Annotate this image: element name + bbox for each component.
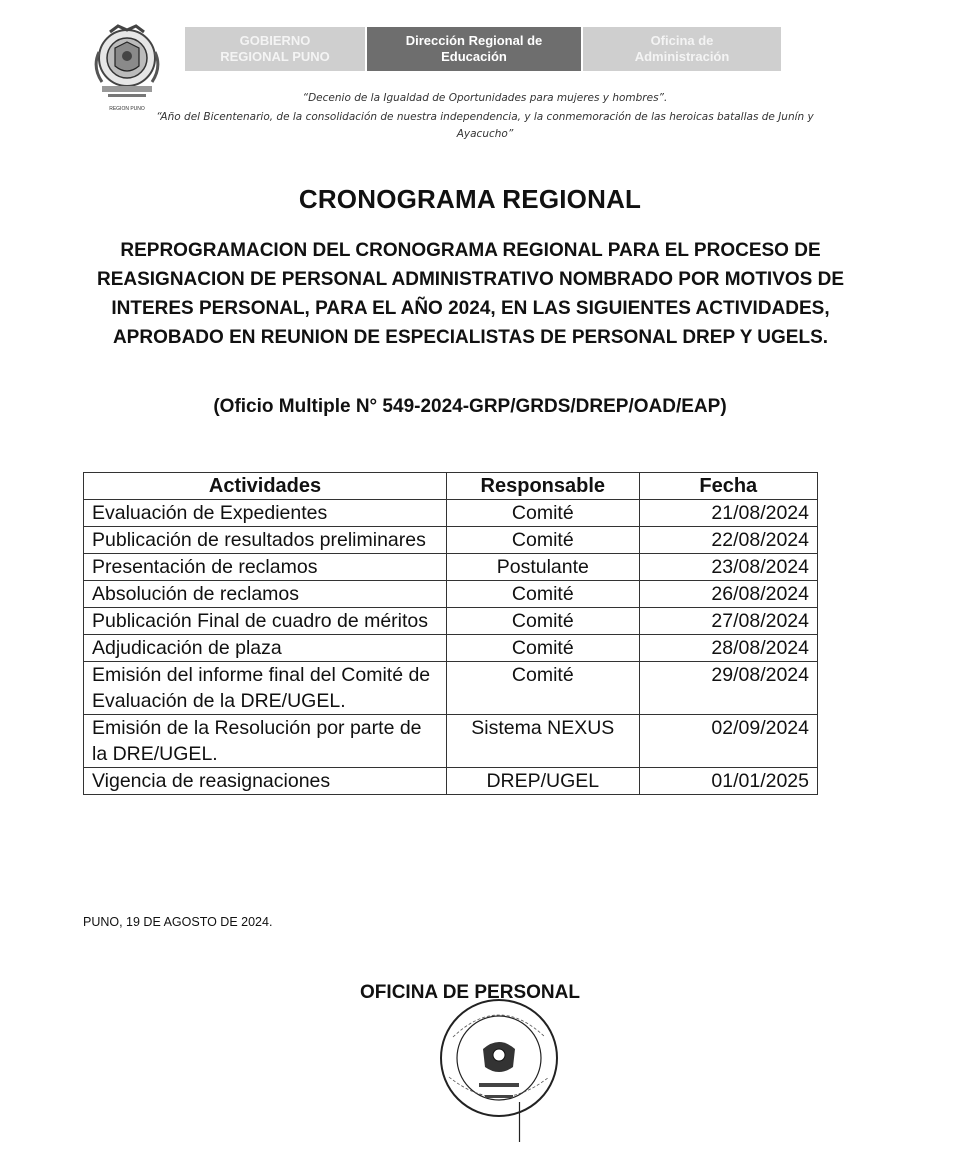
- header-box-gobierno-line1: GOBIERNO: [239, 33, 311, 48]
- activity-cell: Publicación Final de cuadro de méritos: [84, 608, 447, 635]
- activity-cell: Evaluación de Expedientes: [84, 500, 447, 527]
- table-row: [84, 608, 818, 635]
- table-row: [84, 768, 818, 795]
- responsible-cell: Comité: [447, 581, 640, 608]
- date-cell: 01/01/2025: [639, 768, 817, 795]
- header-box-oficina-line1: Oficina de: [650, 33, 714, 48]
- date-cell: 27/08/2024: [639, 608, 817, 635]
- table-row: [84, 500, 818, 527]
- logo-caption: REGION PUNO: [109, 106, 145, 112]
- date-cell: 28/08/2024: [639, 635, 817, 662]
- table-row: [84, 554, 818, 581]
- table-row: [84, 662, 818, 715]
- responsible-cell: Comité: [447, 635, 640, 662]
- oficio-reference: (Oficio Multiple N° 549-2024-GRP/GRDS/DREP/OAD/EAP): [213, 396, 727, 417]
- table-row: [84, 581, 818, 608]
- activity-cell: Presentación de reclamos: [84, 554, 447, 581]
- document-title: CRONOGRAMA REGIONAL: [298, 184, 642, 214]
- activity-cell: Adjudicación de plaza: [84, 635, 447, 662]
- table-row: [84, 527, 818, 554]
- date-cell: 23/08/2024: [639, 554, 817, 581]
- date-cell: 26/08/2024: [639, 581, 817, 608]
- date-cell: 21/08/2024: [639, 500, 817, 527]
- table-row: [84, 715, 818, 768]
- header-box-oficina: [583, 27, 781, 71]
- date-cell: 29/08/2024: [639, 662, 817, 715]
- responsible-cell: Comité: [447, 500, 640, 527]
- signature-stroke: [518, 1102, 521, 1142]
- activity-cell: Vigencia de reasignaciones: [84, 768, 447, 795]
- activity-cell: Emisión de la Resolución por parte de la DRE/UGEL.: [84, 715, 447, 768]
- responsible-cell: Comité: [447, 608, 640, 635]
- header-box-gobierno-line2: REGIONAL PUNO: [220, 49, 330, 64]
- official-stamp: [433, 997, 565, 1119]
- table-row: [84, 635, 818, 662]
- responsible-cell: Postulante: [447, 554, 640, 581]
- decade-motto: “Decenio de la Igualdad de Oportunidades para mujeres y hombres”.: [302, 92, 668, 104]
- document-subtitle: REPROGRAMACION DEL CRONOGRAMA REGIONAL PARA EL PROCESO DE REASIGNACION DE PERSONAL ADMINISTRATIVO NOMBRADO POR MOTIVOS DE INTERES PERSONAL, PARA EL AÑO 2024, EN LAS SIGUIENTES ACTIVIDADES, APROBADO EN REUNION DE ESPECIALISTAS DE PERSONAL DREP Y UGELS.: [96, 240, 845, 348]
- responsible-cell: Comité: [447, 527, 640, 554]
- year-motto: “Año del Bicentenario, de la consolidación de nuestra independencia, y la conmemoración de las heroicas batallas de Junín y Ayacucho”: [156, 111, 814, 140]
- header-box-oficina-line2: Administración: [634, 49, 730, 64]
- activity-cell: Publicación de resultados preliminares: [84, 527, 447, 554]
- header-box-direccion: [367, 27, 581, 71]
- date-cell: 22/08/2024: [639, 527, 817, 554]
- header-responsible: Responsable: [447, 473, 640, 500]
- responsible-cell: DREP/UGEL: [447, 768, 640, 795]
- header-date: Fecha: [639, 473, 817, 500]
- responsible-cell: Comité: [447, 662, 640, 715]
- activity-cell: Absolución de reclamos: [84, 581, 447, 608]
- signing-office: OFICINA DE PERSONAL: [360, 982, 580, 1003]
- header-box-gobierno: [185, 27, 365, 71]
- table-header-row: [84, 473, 818, 500]
- header-box-direccion-line2: Educación: [441, 49, 507, 64]
- header-activities: Actividades: [84, 473, 447, 500]
- responsible-cell: Sistema NEXUS: [447, 715, 640, 768]
- date-cell: 02/09/2024: [639, 715, 817, 768]
- activity-cell: Emisión del informe final del Comité de Evaluación de la DRE/UGEL.: [84, 662, 447, 715]
- header-box-direccion-line1: Dirección Regional de: [405, 33, 543, 48]
- schedule-table: [83, 472, 818, 795]
- place-and-date: PUNO, 19 DE AGOSTO DE 2024.: [83, 915, 273, 929]
